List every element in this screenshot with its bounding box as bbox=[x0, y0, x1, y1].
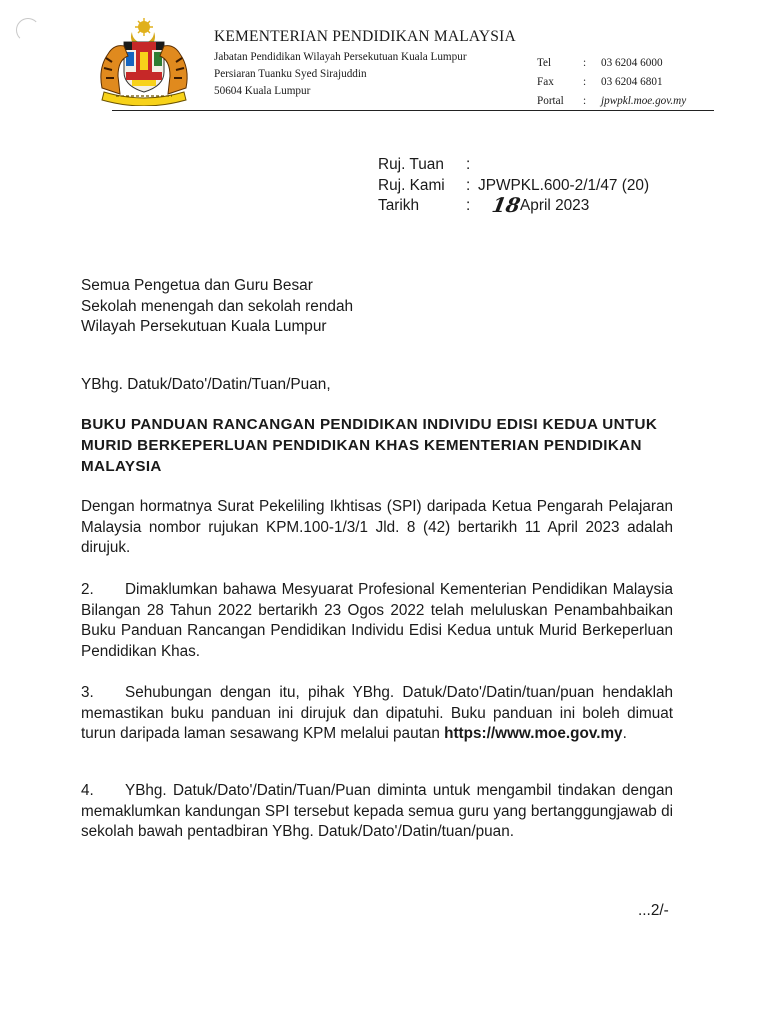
paragraph-number: 2. bbox=[81, 581, 94, 598]
contact-row-portal bbox=[537, 92, 686, 111]
ministry-name: KEMENTERIAN PENDIDIKAN MALAYSIA bbox=[214, 28, 516, 45]
contact-colon: : bbox=[583, 95, 587, 107]
ref-colon: : bbox=[466, 197, 471, 214]
contact-label-fax: Fax bbox=[537, 76, 554, 88]
address-line-street: Persiaran Tuanku Syed Sirajuddin bbox=[214, 68, 367, 80]
paragraph-2 bbox=[81, 580, 673, 663]
page-continuation: ...2/- bbox=[638, 902, 669, 919]
paragraph-4-text: YBhg. Datuk/Dato'/Datin/Tuan/Puan diminta untuk mengambil tindakan dengan memaklumkan kandungan SPI tersebut kepada semua guru yang bertanggungjawab di sekolah bawah pentadbiran YBhg. Datuk/Dato'/Datin/tuan/puan. bbox=[81, 782, 673, 841]
ref-colon: : bbox=[466, 156, 471, 173]
ref-colon: : bbox=[466, 176, 471, 194]
recipient-block bbox=[81, 276, 353, 338]
moe-website-link[interactable]: https://www.moe.gov.my bbox=[444, 725, 623, 743]
address-line-postcode: 50604 Kuala Lumpur bbox=[214, 85, 311, 97]
malaysia-coat-of-arms-icon bbox=[88, 18, 200, 106]
ref-label-ruj-kami: Ruj. Kami bbox=[378, 176, 445, 194]
contact-value-tel: 03 6204 6000 bbox=[601, 57, 663, 69]
paragraph-1: Dengan hormatnya Surat Pekeliling Ikhtisas (SPI) daripada Ketua Pengarah Pelajaran Malaysia nombor rujukan KPM.100-1/3/1 Jld. 8 (42) bertarikh 11 April 2023 adalah dirujuk. bbox=[81, 498, 673, 557]
recipient-line-1: Semua Pengetua dan Guru Besar bbox=[81, 277, 313, 294]
contact-value-portal: jpwpkl.moe.gov.my bbox=[601, 95, 687, 107]
contact-label-portal: Portal bbox=[537, 95, 564, 107]
paragraph-3-text: Sehubungan dengan itu, pihak YBhg. Datuk/Dato'/Datin/tuan/puan hendaklah memastikan buku panduan ini dirujuk dan dipatuhi. Buku panduan ini boleh dimuat turun daripada laman sesawang KPM melalui pautan bbox=[81, 684, 673, 743]
header-divider bbox=[112, 110, 714, 111]
contact-label-tel: Tel bbox=[537, 57, 552, 69]
ref-row-tarikh bbox=[378, 193, 649, 217]
reference-block bbox=[378, 155, 649, 217]
paragraph-number: 4. bbox=[81, 782, 94, 799]
paragraph-2-text: Dimaklumkan bahawa Mesyuarat Profesional Kementerian Pendidikan Malaysia Bilangan 28 Tahun 2022 bertarikh 23 Ogos 2022 telah meluluskan Penambahbaikan Buku Panduan Rancangan Pendidikan Individu Edisi Kedua untuk Murid Berkeperluan Pendidikan Khas. bbox=[81, 581, 673, 661]
ref-row-ruj-tuan bbox=[378, 155, 649, 176]
recipient-line-2: Sekolah menengah dan sekolah rendah bbox=[81, 297, 354, 315]
paragraph-number: 3. bbox=[81, 684, 94, 701]
contact-value-fax: 03 6204 6801 bbox=[601, 76, 663, 88]
salutation: YBhg. Datuk/Dato'/Datin/Tuan/Puan, bbox=[81, 376, 331, 393]
ref-label-tarikh: Tarikh bbox=[378, 197, 420, 214]
paragraph-3 bbox=[81, 683, 673, 745]
contact-colon: : bbox=[583, 57, 587, 69]
contact-row-fax bbox=[537, 73, 686, 92]
ref-value-ruj-kami: JPWPKL.600-2/1/47 (20) bbox=[478, 176, 650, 194]
contact-colon: : bbox=[583, 76, 587, 88]
ref-label-ruj-tuan: Ruj. Tuan bbox=[378, 156, 444, 173]
handwritten-date-day: 18 bbox=[490, 193, 523, 217]
letter-subject: BUKU PANDUAN RANCANGAN PENDIDIKAN INDIVIDU EDISI KEDUA UNTUK MURID BERKEPERLUAN PENDIDIKAN KHAS KEMENTERIAN PENDIDIKAN MALAYSIA bbox=[81, 416, 658, 475]
ministry-address bbox=[214, 49, 467, 100]
scan-corner-mark bbox=[16, 18, 40, 42]
contact-row-tel bbox=[537, 54, 686, 73]
paragraph-4 bbox=[81, 781, 673, 843]
ref-value-tarikh: April 2023 bbox=[520, 197, 590, 214]
address-line-department: Jabatan Pendidikan Wilayah Persekutuan Kuala Lumpur bbox=[214, 51, 467, 63]
recipient-line-3: Wilayah Persekutuan Kuala Lumpur bbox=[81, 318, 327, 335]
paragraph-3-end: . bbox=[622, 725, 627, 743]
contact-details bbox=[537, 54, 686, 111]
